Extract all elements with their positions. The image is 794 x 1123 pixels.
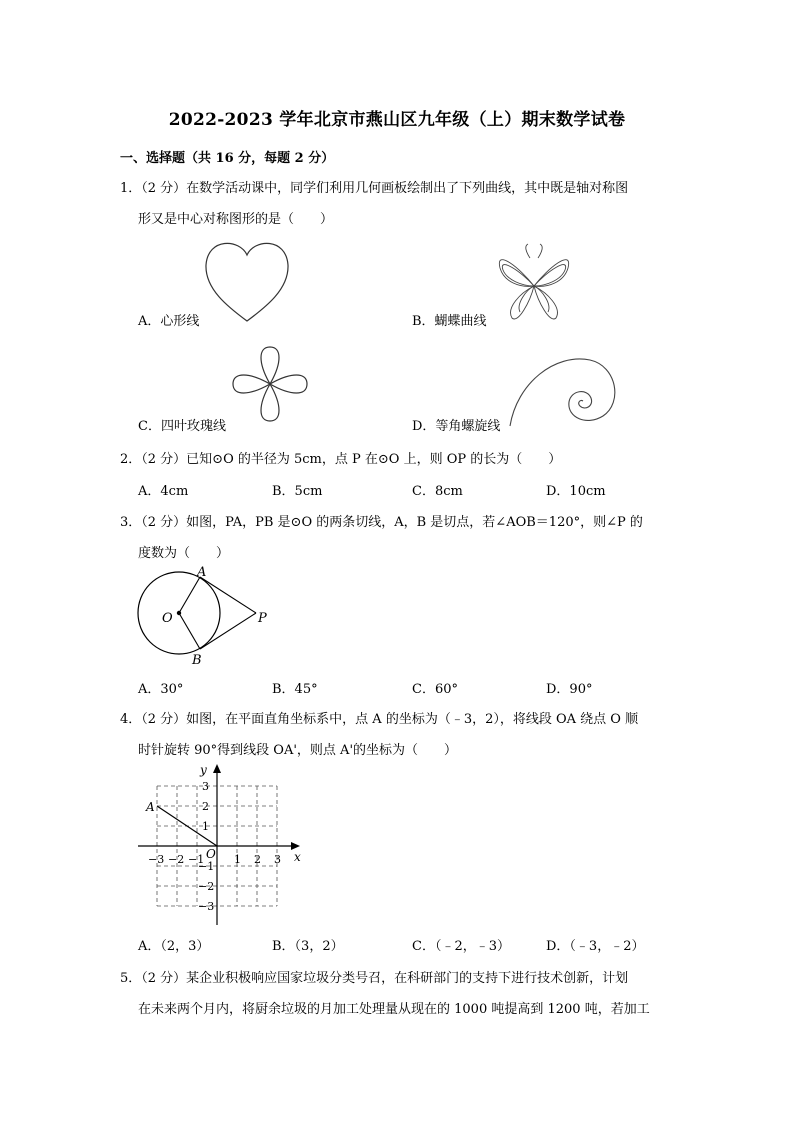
tick-y: 1 xyxy=(202,820,209,833)
label-a: A xyxy=(197,565,207,580)
q3-option-b: B．45° xyxy=(272,682,318,697)
tick-y: −1 xyxy=(198,860,215,873)
label-o: O xyxy=(162,611,173,626)
butterfly-curve-figure xyxy=(490,238,580,328)
q1-option-a: A．心形线 xyxy=(138,314,200,329)
q1-option-b: B．蝴蝶曲线 xyxy=(412,314,487,329)
q1-option-c: C．四叶玫瑰线 xyxy=(138,419,226,434)
tick-y: −3 xyxy=(198,900,215,913)
q3-option-d: D．90° xyxy=(546,682,593,697)
tick-x: 2 xyxy=(254,853,261,866)
q4-option-c: C．（﹣2，﹣3） xyxy=(412,939,510,954)
q1-line2: 形又是中心对称图形的是（ ） xyxy=(138,212,334,227)
q5-line2: 在未来两个月内，将厨余垃圾的月加工处理量从现在的 1000 吨提高到 1200 吨，若加工 xyxy=(138,1002,650,1017)
tick-x: −2 xyxy=(168,853,185,866)
q5-line1: 5．（2 分）某企业积极响应国家垃圾分类号召，在科研部门的支持下进行技术创新，计划 xyxy=(120,971,629,986)
four-leaf-rose-figure xyxy=(230,343,310,425)
label-b: B xyxy=(192,653,202,668)
q3-option-c: C．60° xyxy=(412,682,458,697)
axis-y-label: y xyxy=(200,763,207,777)
tick-y: 3 xyxy=(202,780,209,793)
q2-option-a: A．4cm xyxy=(138,484,189,499)
equiangular-spiral-figure xyxy=(505,348,623,430)
tick-y: 2 xyxy=(202,800,209,813)
q2-option-b: B．5cm xyxy=(272,484,323,499)
section-heading: 一、选择题（共 16 分，每题 2 分） xyxy=(120,151,335,166)
q1-line1: 1．（2 分）在数学活动课中，同学们利用几何画板绘制出了下列曲线，其中既是轴对称图 xyxy=(120,181,629,196)
label-p: P xyxy=(258,611,267,626)
q4-line1: 4．（2 分）如图，在平面直角坐标系中，点 A 的坐标为（﹣3，2），将线段 OA 绕点 O 顺 xyxy=(120,712,639,727)
tick-x: 1 xyxy=(234,853,241,866)
q4-option-b: B．（3，2） xyxy=(272,939,344,954)
q2-line1: 2．（2 分）已知⊙O 的半径为 5cm，点 P 在⊙O 上，则 OP 的长为（ ） xyxy=(120,452,562,467)
axis-x-label: x xyxy=(294,850,301,864)
tick-x: −3 xyxy=(148,853,165,866)
origin-label: O xyxy=(206,847,216,861)
tick-x: −1 xyxy=(188,853,205,866)
q3-line2: 度数为（ ） xyxy=(138,546,230,561)
coordinate-grid-figure xyxy=(138,760,308,930)
q2-option-d: D．10cm xyxy=(546,484,606,499)
tick-y: −2 xyxy=(198,880,215,893)
tangent-circle-figure xyxy=(135,563,275,671)
q3-line1: 3．（2 分）如图，PA，PB 是⊙O 的两条切线，A，B 是切点，若∠AOB＝120°，则∠P 的 xyxy=(120,515,643,530)
page-title: 2022-2023 学年北京市燕山区九年级（上）期末数学试卷 xyxy=(168,110,626,130)
tick-x: 3 xyxy=(274,853,281,866)
heart-curve-figure xyxy=(200,237,295,327)
q4-option-d: D．（﹣3，﹣2） xyxy=(546,939,645,954)
q4-line2: 时针旋转 90°得到线段 OA'，则点 A'的坐标为（ ） xyxy=(138,743,458,758)
point-a-label: A xyxy=(146,800,155,814)
q2-option-c: C．8cm xyxy=(412,484,463,499)
q1-option-d: D．等角螺旋线 xyxy=(412,419,501,434)
q4-option-a: A．（2，3） xyxy=(138,939,210,954)
q3-option-a: A．30° xyxy=(138,682,184,697)
